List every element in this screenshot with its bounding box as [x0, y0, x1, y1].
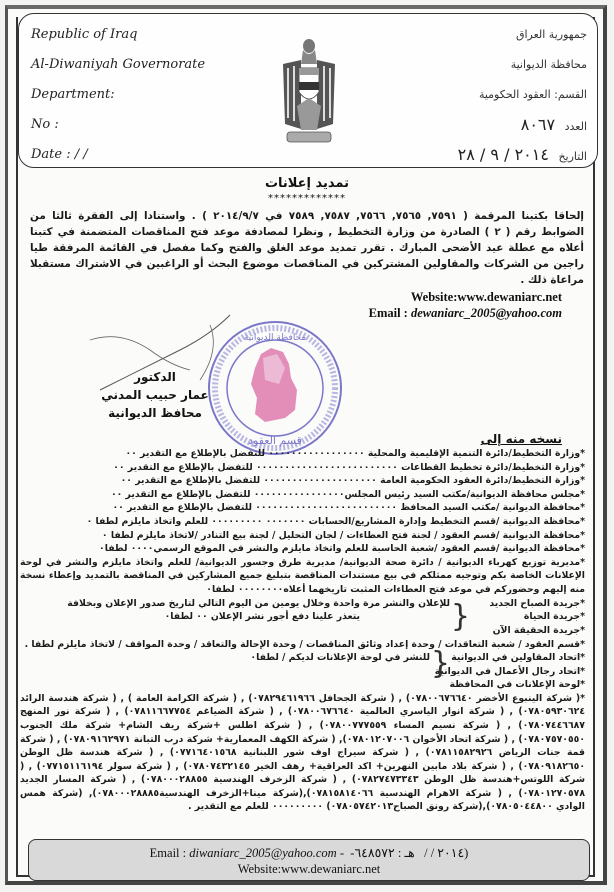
union-item: *اتحاد المقاولين في الديوانية: [451, 652, 585, 664]
footer-date: (٢٠١٤ / /: [424, 846, 469, 860]
number-label-en: No :: [31, 117, 59, 132]
date-value: ٢٠١٤ / ٩ / ٢٨: [457, 145, 549, 164]
website-line[interactable]: Website:www.dewaniarc.net: [410, 290, 562, 304]
newspaper-item: *جريدة الصباح الجديد: [489, 597, 585, 609]
iraq-coat-of-arms-icon: [281, 34, 337, 154]
footer-email[interactable]: diwaniarc_2005@yahoo.com: [189, 846, 337, 860]
email-address[interactable]: dewaniarc_2005@yahoo.com: [410, 306, 562, 320]
copy-recipient: *مجلس محافظة الديوانية/مكتب السيد رئيس المجلس٠٠٠٠٠٠٠٠٠٠٠٠٠٠٠٠ للتفضل بالإطلاع مع التقدير ٠٠: [110, 488, 585, 500]
copies-heading: نسخه منه إلى: [480, 432, 562, 446]
copy-recipient: *محافظة الديوانية /قسم العقود /شعبة الحاسبة للعلم واتخاذ مايلزم والنشر في الموقع الرسمي٠٠٠٠ لطفا٠: [99, 543, 585, 555]
footer-separator: -: [339, 846, 345, 860]
signature-block: [80, 368, 230, 422]
email-label: Email :: [368, 306, 411, 320]
copy-recipient: *محافظة الديوانية /قسم التخطيط وإدارة المشاريع/الحسابات ٠٠٠٠٠٠٠ ٠٠٠٠٠٠٠٠٠ للعلم واتخاذ مايلزم لطفا ٠: [86, 515, 585, 527]
newspaper-item: *جريدة الحياة: [523, 611, 585, 623]
department-ar: القسم: العقود الحكومية: [478, 88, 587, 101]
newspapers-note-2: يتعذر علينا دفع أجور نشر الإعلان ٠٠ لطفا٠: [164, 610, 360, 622]
country-name-en: Republic of Iraq: [31, 27, 138, 42]
footer-email-label: Email :: [149, 846, 190, 860]
union-item: *اتحاد رجال الأعمال في الديوانية: [434, 665, 585, 677]
reference-number: [458, 110, 587, 140]
footer-contact: [28, 839, 590, 881]
footer-line-1: [29, 845, 589, 861]
brace-icon: {: [430, 646, 450, 682]
unions-note: للنشر في لوحة الإعلانات لديكم / لطفا٠: [250, 652, 430, 664]
contracts-dept-recipient: *قسم العقود / شعبة التعاقدات / وحدة إعداد وثائق المناقصات / وحدة الإحالة والتعاقد / وحدة المواقف / لاتخاذ مايلزم لطفا .: [24, 638, 585, 650]
copy-recipient: *محافظة الديوانية /قسم العقود / لجنة فتح العطاءات / لجان التحليل / لجنة بيع التنادر /لاتخاذ مايلزم لطفا ٠: [101, 529, 585, 541]
governorate-name-en: Al-Diwaniyah Governorate: [31, 57, 206, 72]
signatory-name: عمار حبيب المدني: [101, 388, 209, 402]
copy-recipient: *وزارة التخطيط/دائرة التنمية الإقليمية والمحلية ٠٠٠٠٠٠٠٠٠٠٠٠٠٠٠٠٠ للتفضل بالإطلاع مع التقدير ٠٠: [125, 448, 585, 459]
copy-recipient: *محافظة الديوانية /مكتب السيد المحافظ ٠٠٠٠٠٠٠٠٠٠٠٠٠٠٠٠٠٠٠٠٠٠٠٠٠ للتفضل بالإطلاع مع التقدير ٠٠: [112, 502, 585, 514]
newspapers-group: [20, 597, 585, 638]
announcement-board-recipient: *لوحة الإعلانات في المحافظة: [449, 679, 585, 691]
date-label-en: Date : / /: [31, 147, 88, 162]
footer-website[interactable]: Website:www.dewaniarc.net: [237, 862, 381, 876]
department-label-en: Department:: [31, 87, 115, 102]
number-value: ٨٠٦٧: [520, 115, 556, 134]
unions-group: [20, 646, 585, 682]
letter-date: [458, 140, 587, 170]
letterhead-arabic: [458, 20, 587, 170]
stamp-top-text: محافظة الديوانية: [243, 333, 307, 343]
email-line[interactable]: [369, 306, 562, 321]
letterhead: [18, 13, 598, 168]
letterhead-english: [31, 20, 205, 170]
number-label-ar: العدد: [564, 120, 587, 133]
country-name-ar: جمهورية العراق: [515, 28, 587, 41]
directorates-recipients: *مديرية توزيع كهرباء الديوانية / دائرة صحة الديوانية/ مديرية طرق وجسور الديوانية/ للعلم واتخاذ مايلزم والنشر في لوحة الإعلانات الخاصة بكم وتوجيه ممثلكم في بيع مستندات المناقصة بتبليغ جميع المشاركين في المناقصة بالتمديد وإعطاء نسخة منه إليهم وحضوركم في موعد فتح العطاءات المثبت تاريخهما أعلاه٠٠٠٠٠٠٠٠ لطفا٠: [20, 556, 585, 595]
newspaper-item: *جريدة الحقيقة الآن: [492, 624, 585, 636]
copies-list: [20, 447, 585, 814]
date-label-ar: التاريخ: [558, 150, 587, 163]
body-paragraph: إلحاقا بكتبنا المرقمة ( ٧٥٩١, ٧٥٦٥, ٧٥٦٦, ٧٥٨٧, ٧٥٨٩ في ٢٠١٤/٩/٧ ) . واستنادا إلى الفقرة ثالثا من الضوابط رقم ( ٢ ) الصادرة من وزارة التخطيط , ونظرا لمصادفة موعد فتح المناقصات المتضمنة في كتبنا أعلاه مع عطلة عيد الأضحى المبارك . تقرر تمديد موعد الغلق والفتح وكما مفصل في القائمة المرفقة طيا راجين من الشركات والمقاولين المشتركين في المناقصات موضوع البحث أو الراغبين في الاشتراك مستقبلا مراعاة ذلك .: [30, 210, 585, 286]
copy-recipient: *وزارة التخطيط/دائرة تخطيط القطاعات ٠٠٠٠٠٠٠٠٠٠٠٠٠٠٠٠٠٠٠٠٠٠٠٠٠ للتفضل بالإطلاع مع التقدير ٠٠: [113, 461, 585, 473]
footer-phone: هـ : ٦٤٨٥٧٢-: [350, 846, 415, 860]
copy-recipient: *وزارة التخطيط/دائرة العقود الحكومية العامة ٠٠٠٠٠٠٠٠٠٠٠٠٠٠٠٠٠٠٠٠ للتفضل بالإطلاع مع التقدير ٠٠: [120, 475, 585, 487]
companies-list: *( شركة الينبوع الأخضر ٠٧٨٠٠٦٧٦٦٤٠) , ( شركة الجحافل ٠٧٨٢٩٤٦١٩٦٦) , ( شركة الكرامة العامة ) , ( شركة هندسة الرائد ٠٧٨٠٥٩٣٠٦٢٤) , ( شركة انوار الياسري العالمية ٠٧٨٠٠٦٧٦٦٤٠) , ( شركة الضياغم ٠٧٨١١٦٦٧٧٥٤) , ( شركة نور المنهج ٠٧٨٠٧٤٤٦٦٨٧) , ( شركة نسيم المساء ٠٧٨٠٠٧٧٧٥٥٩) , ( شركة اطلس +شركة ريف الشام+ شركة ملك الجنوب ٠٧٨٠٧٥٧٠٥٥٠) , ( شركة اتحاد الأخوان ٠٧٨٠١٢٠٧٠٠٦), ( شركة الكهف المعمارية+ شركة درب التبانة ٠٧٨٠٩١٦٢٩٧١) , ( شركة قمة جنات الرياض ٠٧٨١١٥٨٢٩٢٦) , ( شركة سيراج اوف شور اللبنانية ٠٧٧١٦٤٠١٥٦٨) , ( شركة هندسة ظل الوطن ٠٧٨٠٩١٨٢٦٥٠) , ( شركة بلاد مابين النهرين+ اكد العراقية+ رهف الخير ٠٧٨٠٧٤٣٢١٤٥) , ( شركة سولر ٠٧٧١٥١١٦١٩٤) , ( شركة اللوتس+هندسة ظل الوطن ٠٧٨٢٧٤٧٣٣٤٣) , ( شركة الزخرف الهندسية ٠٧٨٠٠٠٢٨٨٥٥) , ( شركة المسار الجديد ٠٧٨٠١٢٧٠٥٧٨) , ( شركة الاهرام الهندسية ٠٧٨١٥٨١٤٠٦٦),(شركة مينا+الزخرف الهندسية٠٧٨٠٠٠٢٨٨٨٥), (شركة همس الوادي ٠٧٨٠٥٠٤٤٨٠٠),(شركة رونق الصباح٠٧٨٠٥٧٤٢٠١٣) ٠٠٠٠٠٠٠٠٠ للعلم مع التقدير .: [20, 692, 586, 813]
governorate-name-ar: محافظة الديوانية: [510, 58, 587, 71]
signatory-position: محافظ الديوانية: [108, 406, 202, 420]
brace-icon: {: [450, 598, 470, 634]
title-separator: *************: [268, 193, 346, 204]
newspapers-note: للإعلان والنشر مرة واحدة وخلال يومين من اليوم التالي لتاريخ صدور الإعلان وبخلافة: [67, 597, 450, 609]
document-title: تمديد إعلانات: [264, 176, 350, 191]
stamp-text: قسم العقود: [248, 434, 302, 447]
signatory-title: الدكتور: [134, 370, 176, 384]
